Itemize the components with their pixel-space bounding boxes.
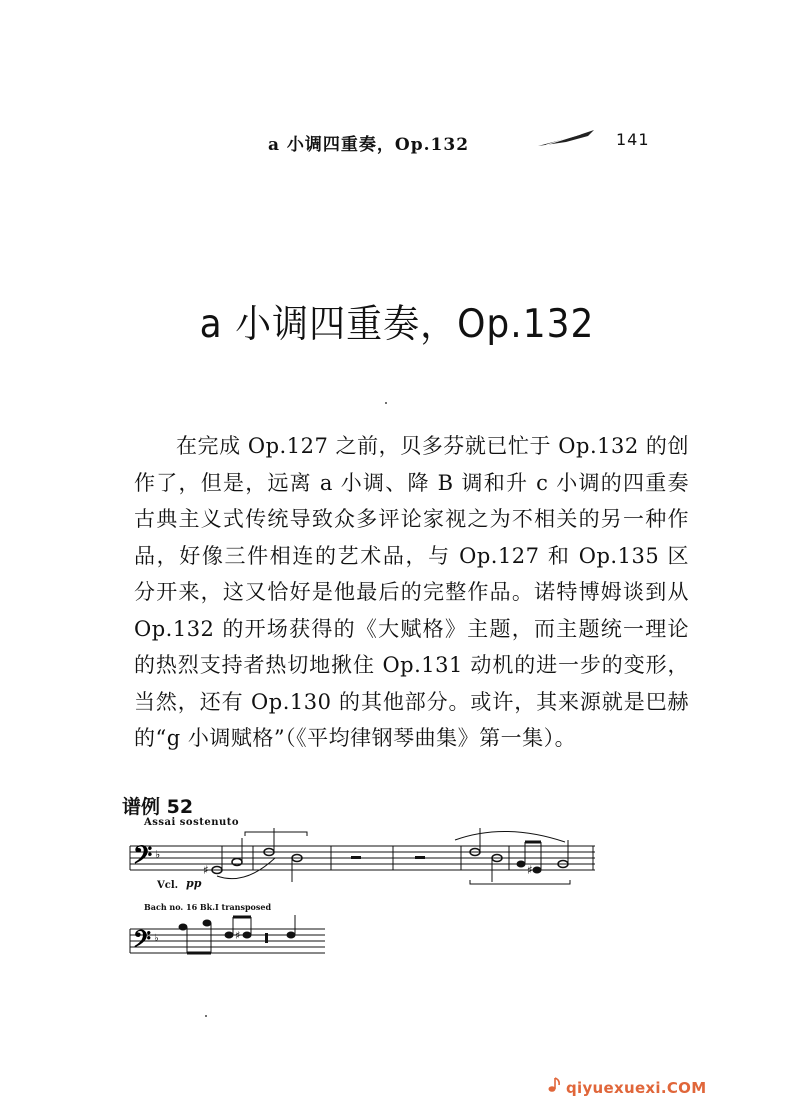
- svg-text:♭: ♭: [154, 933, 159, 944]
- dynamic-marking: pp: [186, 877, 202, 890]
- bach-caption: Bach no. 16 Bk.I transposed: [144, 902, 272, 912]
- svg-text:𝄢: 𝄢: [133, 925, 152, 958]
- body-paragraph: 在完成 Op.127 之前，贝多芬就已忙于 Op.132 的创作了，但是，远离 a 小调、降 B 调和升 c 小调的四重奏古典主义式传统导致众多评论家视之为不相关的另一种作品，好像三件相连的艺术品，与 Op.127 和 Op.135 区分开来，这又恰好是他最后的完整作品。诺特博姆谈到从 Op.132 的开场获得的《大赋格》主题，而主题统一理论的热烈支持者热切地揪住 Op.131 动机的进一步的变形，当然，还有 Op.130 的其他部分。或许，其来源就是巴赫的“g 小调赋格”（《平均律钢琴曲集》第一集）。: [134, 434, 689, 750]
- music-staff-bach: [125, 915, 335, 959]
- running-head: [268, 128, 668, 156]
- quill-ornament-icon: [536, 128, 596, 150]
- music-example-label: 谱例 52: [122, 796, 194, 818]
- page-number: 141: [616, 130, 650, 149]
- svg-text:♯: ♯: [203, 863, 209, 877]
- instrument-label: Vcl.: [157, 880, 179, 891]
- svg-text:♭: ♭: [155, 848, 161, 861]
- watermark-text: qiyuexuexi.COM: [566, 1079, 707, 1097]
- speck-mark: [385, 402, 387, 404]
- chapter-title: a 小调四重奏，Op.132: [199, 302, 595, 347]
- tempo-marking: Assai sostenuto: [144, 817, 240, 828]
- svg-text:𝄢: 𝄢: [133, 841, 153, 876]
- running-head-title: a 小调四重奏，Op.132: [268, 135, 470, 155]
- svg-text:♯: ♯: [235, 929, 241, 942]
- site-watermark: [548, 1077, 706, 1097]
- svg-text:♯: ♯: [527, 863, 533, 877]
- music-note-icon: [548, 1077, 562, 1093]
- speck-mark: [205, 1015, 207, 1017]
